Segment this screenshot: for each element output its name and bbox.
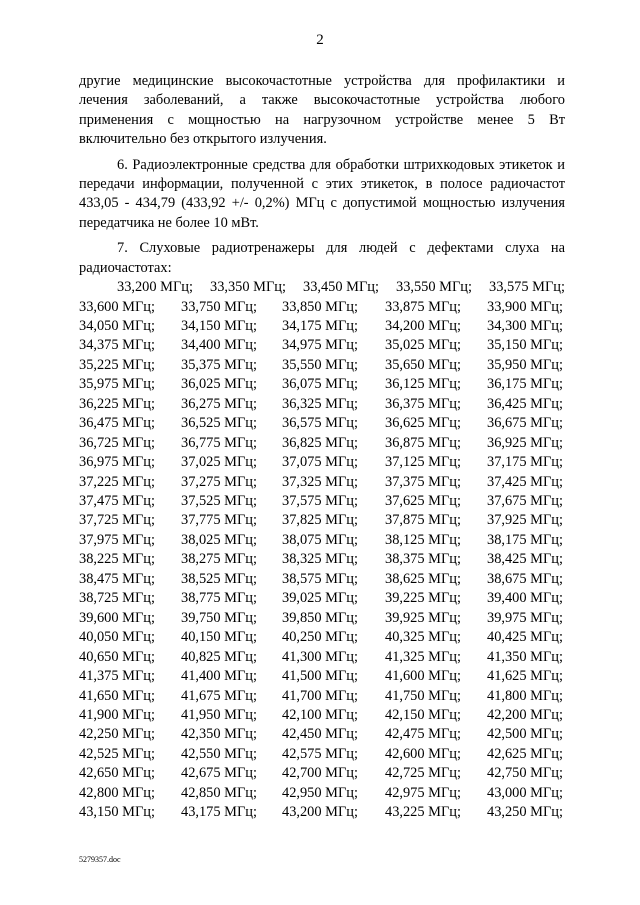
- table-row: [79, 395, 565, 414]
- table-row: [79, 667, 565, 686]
- frequency-value: 37,875 МГц;: [385, 512, 461, 529]
- frequency-value: 36,725 МГц;: [79, 434, 155, 451]
- frequency-value: 41,650 МГц;: [79, 687, 155, 704]
- frequency-value: 41,375 МГц;: [79, 668, 155, 685]
- table-row: [79, 434, 565, 453]
- frequency-value: 36,175 МГц;: [487, 376, 563, 393]
- table-row: [79, 492, 565, 511]
- frequency-value: 37,375 МГц;: [385, 473, 461, 490]
- frequency-value: 38,575 МГц;: [282, 570, 358, 587]
- frequency-value: 33,450 МГц;: [303, 279, 379, 296]
- frequency-value: 42,725 МГц;: [385, 765, 461, 782]
- frequency-value: 40,050 МГц;: [79, 629, 155, 646]
- table-row: [79, 570, 565, 589]
- frequency-value: 36,625 МГц;: [385, 415, 461, 432]
- frequency-value: 34,300 МГц;: [487, 317, 563, 334]
- frequency-value: 39,750 МГц;: [181, 609, 257, 626]
- table-row: [79, 453, 565, 472]
- frequency-value: 42,700 МГц;: [282, 765, 358, 782]
- frequency-value: 37,175 МГц;: [487, 454, 563, 471]
- frequency-first-row: [79, 278, 565, 297]
- frequency-value: 42,525 МГц;: [79, 745, 155, 762]
- paragraph-7: 7. Слуховые радиотренажеры для людей с дефектами слуха на радиочастотах:: [79, 240, 565, 276]
- document-body: [79, 72, 565, 823]
- frequency-value: 42,850 МГц;: [181, 784, 257, 801]
- paragraph-6: 6. Радиоэлектронные средства для обработки штрихкодовых этикеток и передачи информации, полученной с этих этикеток, в полосе радиочастот 433,05 - 434,79 (433,92 +/- 0,2%) МГц с допустимой мощностью излучения передатчика не более 10 мВт.: [79, 156, 565, 231]
- frequency-value: 36,575 МГц;: [282, 415, 358, 432]
- frequency-value: 33,575 МГц;: [489, 279, 565, 296]
- frequency-value: 42,750 МГц;: [487, 765, 563, 782]
- table-row: [79, 687, 565, 706]
- table-row: [79, 648, 565, 667]
- frequency-value: 37,975 МГц;: [79, 531, 155, 548]
- frequency-value: 35,025 МГц;: [385, 337, 461, 354]
- frequency-value: 34,975 МГц;: [282, 337, 358, 354]
- frequency-value: 34,050 МГц;: [79, 317, 155, 334]
- frequency-value: 38,525 МГц;: [181, 570, 257, 587]
- frequency-value: 42,200 МГц;: [487, 707, 563, 724]
- frequency-value: 38,275 МГц;: [181, 551, 257, 568]
- frequency-table: [79, 298, 565, 823]
- frequency-value: 35,225 МГц;: [79, 356, 155, 373]
- frequency-value: 37,025 МГц;: [181, 454, 257, 471]
- frequency-value: 36,225 МГц;: [79, 395, 155, 412]
- frequency-value: 33,850 МГц;: [282, 298, 358, 315]
- page-number: 2: [316, 32, 324, 48]
- frequency-value: 33,200 МГц;: [117, 279, 193, 296]
- frequency-value: 36,675 МГц;: [487, 415, 563, 432]
- frequency-value: 35,950 МГц;: [487, 356, 563, 373]
- frequency-value: 42,475 МГц;: [385, 726, 461, 743]
- table-row: [79, 803, 565, 822]
- frequency-value: 36,975 МГц;: [79, 454, 155, 471]
- frequency-value: 35,975 МГц;: [79, 376, 155, 393]
- frequency-value: 39,600 МГц;: [79, 609, 155, 626]
- frequency-value: 39,400 МГц;: [487, 590, 563, 607]
- frequency-value: 42,975 МГц;: [385, 784, 461, 801]
- frequency-value: 38,325 МГц;: [282, 551, 358, 568]
- table-row: [79, 511, 565, 530]
- table-row: [79, 531, 565, 550]
- table-row: [79, 706, 565, 725]
- frequency-value: 40,425 МГц;: [487, 629, 563, 646]
- table-row: [79, 628, 565, 647]
- frequency-value: 36,125 МГц;: [385, 376, 461, 393]
- frequency-value: 38,125 МГц;: [385, 531, 461, 548]
- frequency-value: 37,775 МГц;: [181, 512, 257, 529]
- frequency-value: 42,950 МГц;: [282, 784, 358, 801]
- table-row: [79, 609, 565, 628]
- frequency-value: 38,225 МГц;: [79, 551, 155, 568]
- frequency-value: 37,225 МГц;: [79, 473, 155, 490]
- frequency-value: 37,325 МГц;: [282, 473, 358, 490]
- frequency-value: 37,425 МГц;: [487, 473, 563, 490]
- frequency-value: 41,800 МГц;: [487, 687, 563, 704]
- frequency-value: 37,475 МГц;: [79, 493, 155, 510]
- frequency-value: 41,500 МГц;: [282, 668, 358, 685]
- frequency-value: 36,375 МГц;: [385, 395, 461, 412]
- frequency-value: 33,900 МГц;: [487, 298, 563, 315]
- table-row: [79, 356, 565, 375]
- frequency-value: 42,250 МГц;: [79, 726, 155, 743]
- frequency-value: 36,475 МГц;: [79, 415, 155, 432]
- frequency-value: 37,625 МГц;: [385, 493, 461, 510]
- table-row: [79, 473, 565, 492]
- frequency-value: 36,825 МГц;: [282, 434, 358, 451]
- paragraph-continuation: другие медицинские высокочастотные устройства для профилактики и лечения заболеваний, а также высокочастотные устройства любого применения с мощностью на нагрузочном устройстве менее 5 Вт включительно без открытого излучения.: [79, 73, 565, 148]
- frequency-value: 42,575 МГц;: [282, 745, 358, 762]
- frequency-value: 35,550 МГц;: [282, 356, 358, 373]
- table-row: [79, 784, 565, 803]
- frequency-value: 39,025 МГц;: [282, 590, 358, 607]
- frequency-value: 40,325 МГц;: [385, 629, 461, 646]
- frequency-value: 39,925 МГц;: [385, 609, 461, 626]
- frequency-value: 39,975 МГц;: [487, 609, 563, 626]
- document-filename: 5279357.doc: [79, 855, 121, 864]
- frequency-value: 37,575 МГц;: [282, 493, 358, 510]
- frequency-value: 42,600 МГц;: [385, 745, 461, 762]
- frequency-value: 41,600 МГц;: [385, 668, 461, 685]
- frequency-value: 38,725 МГц;: [79, 590, 155, 607]
- frequency-value: 38,375 МГц;: [385, 551, 461, 568]
- frequency-value: 43,175 МГц;: [181, 804, 257, 821]
- frequency-value: 35,375 МГц;: [181, 356, 257, 373]
- frequency-value: 37,075 МГц;: [282, 454, 358, 471]
- frequency-value: 36,075 МГц;: [282, 376, 358, 393]
- frequency-value: 39,850 МГц;: [282, 609, 358, 626]
- frequency-value: 36,925 МГц;: [487, 434, 563, 451]
- frequency-value: 41,350 МГц;: [487, 648, 563, 665]
- frequency-value: 42,100 МГц;: [282, 707, 358, 724]
- frequency-value: 41,900 МГц;: [79, 707, 155, 724]
- frequency-value: 43,150 МГц;: [79, 804, 155, 821]
- frequency-value: 42,650 МГц;: [79, 765, 155, 782]
- frequency-value: 36,425 МГц;: [487, 395, 563, 412]
- table-row: [79, 745, 565, 764]
- frequency-value: 33,550 МГц;: [396, 279, 472, 296]
- frequency-value: 34,150 МГц;: [181, 317, 257, 334]
- frequency-value: 40,250 МГц;: [282, 629, 358, 646]
- frequency-value: 42,800 МГц;: [79, 784, 155, 801]
- frequency-value: 41,950 МГц;: [181, 707, 257, 724]
- frequency-value: 42,550 МГц;: [181, 745, 257, 762]
- table-row: [79, 764, 565, 783]
- frequency-value: 43,225 МГц;: [385, 804, 461, 821]
- frequency-value: 33,600 МГц;: [79, 298, 155, 315]
- frequency-value: 36,875 МГц;: [385, 434, 461, 451]
- frequency-value: 38,675 МГц;: [487, 570, 563, 587]
- table-row: [79, 298, 565, 317]
- frequency-value: 37,125 МГц;: [385, 454, 461, 471]
- frequency-value: 35,650 МГц;: [385, 356, 461, 373]
- frequency-value: 37,725 МГц;: [79, 512, 155, 529]
- frequency-value: 36,025 МГц;: [181, 376, 257, 393]
- frequency-value: 39,225 МГц;: [385, 590, 461, 607]
- table-row: [79, 336, 565, 355]
- frequency-value: 34,400 МГц;: [181, 337, 257, 354]
- frequency-value: 37,825 МГц;: [282, 512, 358, 529]
- frequency-value: 42,625 МГц;: [487, 745, 563, 762]
- frequency-value: 42,675 МГц;: [181, 765, 257, 782]
- frequency-value: 33,875 МГц;: [385, 298, 461, 315]
- frequency-value: 40,150 МГц;: [181, 629, 257, 646]
- table-row: [79, 589, 565, 608]
- frequency-value: 37,275 МГц;: [181, 473, 257, 490]
- table-row: [79, 414, 565, 433]
- frequency-value: 35,150 МГц;: [487, 337, 563, 354]
- frequency-value: 36,775 МГц;: [181, 434, 257, 451]
- frequency-value: 41,625 МГц;: [487, 668, 563, 685]
- frequency-value: 40,825 МГц;: [181, 648, 257, 665]
- frequency-value: 41,675 МГц;: [181, 687, 257, 704]
- frequency-value: 34,175 МГц;: [282, 317, 358, 334]
- frequency-value: 36,275 МГц;: [181, 395, 257, 412]
- frequency-value: 38,775 МГц;: [181, 590, 257, 607]
- frequency-value: 36,325 МГц;: [282, 395, 358, 412]
- frequency-value: 41,750 МГц;: [385, 687, 461, 704]
- frequency-value: 41,325 МГц;: [385, 648, 461, 665]
- frequency-value: 43,250 МГц;: [487, 804, 563, 821]
- frequency-value: 37,925 МГц;: [487, 512, 563, 529]
- frequency-value: 40,650 МГц;: [79, 648, 155, 665]
- table-row: [79, 375, 565, 394]
- frequency-value: 38,475 МГц;: [79, 570, 155, 587]
- frequency-value: 34,200 МГц;: [385, 317, 461, 334]
- frequency-value: 42,450 МГц;: [282, 726, 358, 743]
- frequency-value: 41,700 МГц;: [282, 687, 358, 704]
- table-row: [79, 550, 565, 569]
- frequency-value: 38,625 МГц;: [385, 570, 461, 587]
- frequency-value: 37,675 МГц;: [487, 493, 563, 510]
- frequency-value: 42,150 МГц;: [385, 707, 461, 724]
- frequency-value: 33,350 МГц;: [210, 279, 286, 296]
- frequency-value: 33,750 МГц;: [181, 298, 257, 315]
- frequency-value: 42,350 МГц;: [181, 726, 257, 743]
- frequency-value: 43,000 МГц;: [487, 784, 563, 801]
- frequency-value: 38,175 МГц;: [487, 531, 563, 548]
- table-row: [79, 725, 565, 744]
- frequency-value: 36,525 МГц;: [181, 415, 257, 432]
- frequency-value: 42,500 МГц;: [487, 726, 563, 743]
- frequency-value: 41,400 МГц;: [181, 668, 257, 685]
- frequency-value: 38,025 МГц;: [181, 531, 257, 548]
- frequency-value: 34,375 МГц;: [79, 337, 155, 354]
- frequency-value: 41,300 МГц;: [282, 648, 358, 665]
- frequency-value: 38,075 МГц;: [282, 531, 358, 548]
- frequency-value: 37,525 МГц;: [181, 493, 257, 510]
- frequency-value: 43,200 МГц;: [282, 804, 358, 821]
- table-row: [79, 317, 565, 336]
- frequency-value: 38,425 МГц;: [487, 551, 563, 568]
